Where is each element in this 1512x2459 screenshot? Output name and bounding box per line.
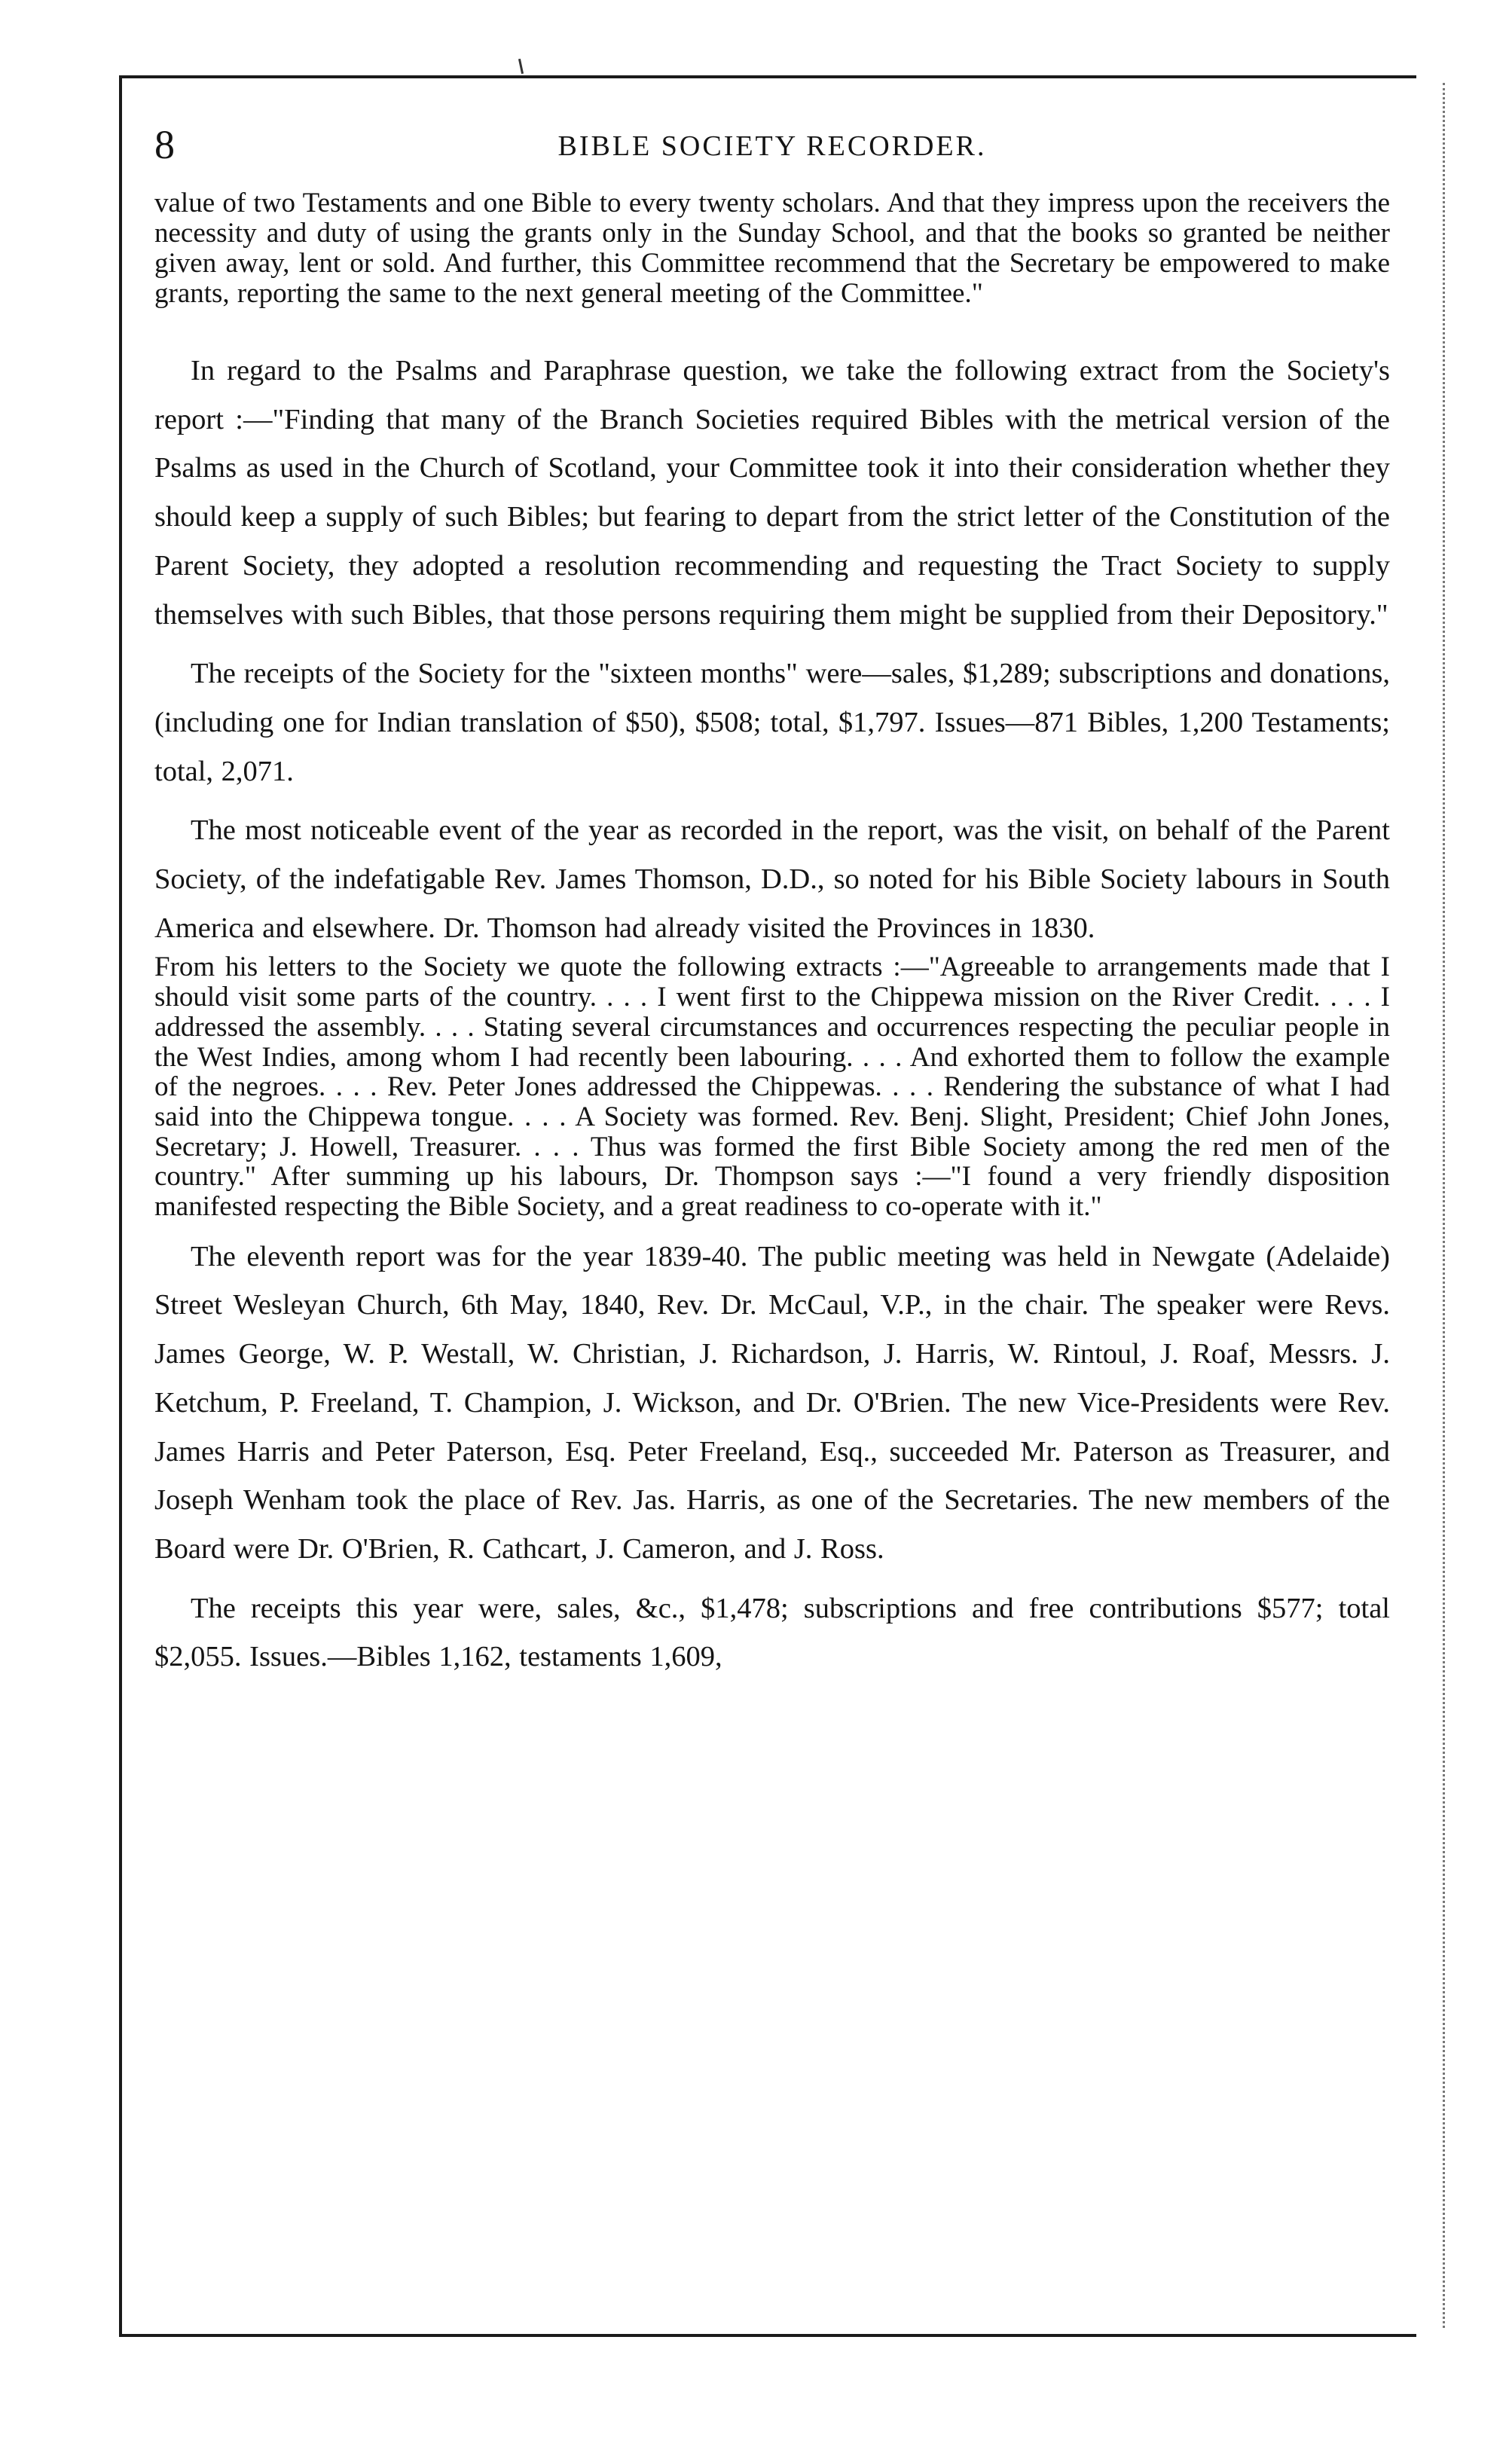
page-number: 8: [154, 122, 175, 167]
page-header: [154, 121, 1390, 173]
receipts-1840-paragraph: The receipts this year were, sales, &c., $1,478; subscriptions and free contributions $577; total $2,055. Issues.—Bibles 1,162, testaments 1,609,: [154, 1592, 1390, 1673]
page-mark: [518, 59, 524, 74]
bottom-rule: [119, 2334, 1416, 2337]
thomson-visit-paragraph: The most noticeable event of the year as recorded in the report, was the visit, on behalf of the Parent Society, of the indefatigable Rev. James Thomson, D.D., so noted for his Bible Society labours in South America and elsewhere. Dr. Thomson had already visited the Provinces in 1830.: [154, 814, 1390, 944]
psalms-paragraph: In regard to the Psalms and Paraphrase question, we take the following extract from the Society's report :—"Finding that many of the Branch Societies required Bibles with the metrical version of the Psalms as used in the Church of Scotland, your Committee took it into their consideration whether they should keep a supply of such Bibles; but fearing to depart from the strict letter of the Constitution of the Parent Society, they adopted a resolution recommending and requesting the Tract Society to supply themselves with such Bibles, that those persons requiring them might be supplied from their Depository.": [154, 355, 1390, 631]
quoted-resolution-paragraph: value of two Testaments and one Bible to every twenty scholars. And that they impress upon the receivers the necessity and duty of using the grants only in the Sunday School, and that the books so granted be neither given away, lent or sold. And further, this Committee recommend that the Secretary be empowered to make grants, reporting the same to the next general meeting of the Committee.": [154, 188, 1390, 309]
page-body: [154, 188, 1390, 1682]
left-margin-rule: [119, 75, 122, 2335]
running-head: BIBLE SOCIETY RECORDER.: [557, 130, 987, 162]
receipts-paragraph: The receipts of the Society for the "sixteen months" were—sales, $1,289; subscriptions and donations, (including one for Indian translation of $50), $508; total, $1,797. Issues—871 Bibles, 1,200 Testaments; total, 2,071.: [154, 658, 1390, 787]
right-page-edge: [1443, 83, 1445, 2328]
thomson-letters-paragraph: From his letters to the Society we quote the following extracts :—"Agreeable to arrangements made that I should visit some parts of the country. . . . I went first to the Chippewa mission on the River Credit. . . . I addressed the assembly. . . . Stating several circumstances and occurrences respecting the peculiar people in the West Indies, among whom I had recently been labouring. . . . And exhorted them to follow the example of the negroes. . . . Rev. Peter Jones addressed the Chippewas. . . . Rendering the substance of what I had said into the Chippewa tongue. . . . A Society was formed. Rev. Benj. Slight, President; Chief John Jones, Secretary; J. Howell, Treasurer. . . . Thus was formed the first Bible Society among the red men of the country." After summing up his labours, Dr. Thompson says :—"I found a very friendly disposition manifested respecting the Bible Society, and a great readiness to co-operate with it.": [154, 952, 1390, 1223]
top-rule: [121, 75, 1416, 78]
eleventh-report-paragraph: The eleventh report was for the year 1839-40. The public meeting was held in Newgate (Adelaide) Street Wesleyan Church, 6th May, 1840, Rev. Dr. McCaul, V.P., in the chair. The speaker were Revs. James George, W. P. Westall, W. Christian, J. Richardson, J. Harris, W. Rintoul, J. Roaf, Messrs. J. Ketchum, P. Freeland, T. Champion, J. Wickson, and Dr. O'Brien. The new Vice-Presidents were Rev. James Harris and Peter Paterson, Esq. Peter Freeland, Esq., succeeded Mr. Paterson as Treasurer, and Joseph Wenham took the place of Rev. Jas. Harris, as one of the Secretaries. The new members of the Board were Dr. O'Brien, R. Cathcart, J. Cameron, and J. Ross.: [154, 1240, 1390, 1565]
